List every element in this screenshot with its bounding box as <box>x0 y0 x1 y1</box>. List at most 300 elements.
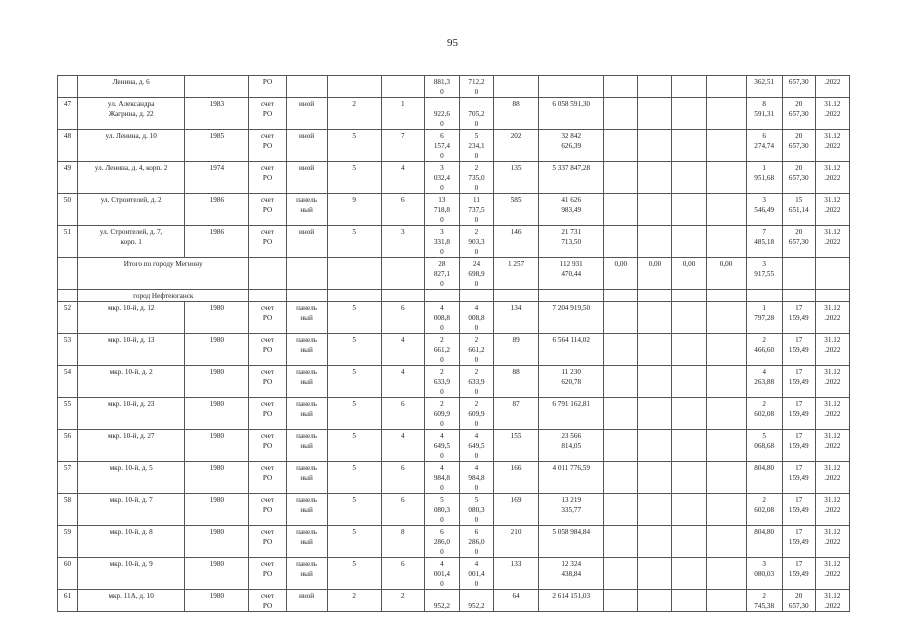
deadline-cell: 31.12 .2022 <box>815 302 849 334</box>
cost-total-cell: 23 566 814,05 <box>539 430 604 462</box>
cost-part-cell <box>706 590 746 612</box>
cost-total-cell: 112 931 470,44 <box>539 258 604 290</box>
cost-part-cell <box>604 130 638 162</box>
cost-per-m2-cell: 3 546,49 <box>746 194 782 226</box>
wall-material-cell: иной <box>286 226 327 258</box>
empty-cell <box>815 290 849 302</box>
limit-cost-cell: 657,30 <box>782 76 815 98</box>
table-row <box>58 226 850 258</box>
cost-total-cell: 6 791 162,81 <box>539 398 604 430</box>
deadline-cell: 31.12 .2022 <box>815 366 849 398</box>
wall-material-cell: иной <box>286 590 327 612</box>
cost-part-cell <box>672 334 706 366</box>
cost-part-cell <box>638 462 672 494</box>
cost-part-cell <box>604 76 638 98</box>
year-cell: 1980 <box>185 398 249 430</box>
cost-part-cell <box>706 366 746 398</box>
cost-part-cell <box>706 130 746 162</box>
fund-cell: счет РО <box>249 162 286 194</box>
cost-part-cell <box>638 162 672 194</box>
cost-per-m2-cell: 3 917,55 <box>746 258 782 290</box>
limit-cost-cell: 20 657,30 <box>782 98 815 130</box>
empty-cell <box>249 290 286 302</box>
entrances-cell: 7 <box>381 130 424 162</box>
table-row <box>58 430 850 462</box>
limit-cost-cell: 15 651,14 <box>782 194 815 226</box>
residents-cell: 64 <box>494 590 539 612</box>
table-row <box>58 302 850 334</box>
row-number-cell: 55 <box>58 398 78 430</box>
cost-part-cell <box>638 98 672 130</box>
empty-cell <box>539 290 604 302</box>
area-living-cell: 5 234,1 0 <box>459 130 493 162</box>
entrances-cell: 6 <box>381 194 424 226</box>
cost-total-cell: 13 219 335,77 <box>539 494 604 526</box>
city-name-cell: город Нефтеюганск <box>78 290 249 302</box>
cost-part-cell <box>706 302 746 334</box>
floors-cell: 5 <box>327 366 381 398</box>
wall-material-cell: панель ный <box>286 558 327 590</box>
deadline-cell: 31.12 .2022 <box>815 194 849 226</box>
cost-part-cell <box>604 558 638 590</box>
cost-total-cell: 6 564 114,02 <box>539 334 604 366</box>
limit-cost-cell: 17 159,49 <box>782 366 815 398</box>
limit-cost-cell: 17 159,49 <box>782 558 815 590</box>
floors-cell: 2 <box>327 590 381 612</box>
cost-part-cell <box>638 494 672 526</box>
cost-part-cell <box>706 558 746 590</box>
cost-total-cell: 7 204 919,50 <box>539 302 604 334</box>
empty-cell <box>327 290 381 302</box>
area-total-cell: 3 331,8 0 <box>424 226 459 258</box>
deadline-cell: 31.12 .2022 <box>815 398 849 430</box>
cost-total-cell: 5 058 984,84 <box>539 526 604 558</box>
floors-cell: 5 <box>327 462 381 494</box>
cost-part-cell <box>638 302 672 334</box>
year-cell: 1980 <box>185 462 249 494</box>
area-total-cell: 4 984,8 0 <box>424 462 459 494</box>
table-row <box>58 590 850 612</box>
cost-part-cell <box>672 366 706 398</box>
cost-part-cell <box>604 194 638 226</box>
table-row <box>58 130 850 162</box>
address-cell: ул. Ленина, д. 10 <box>78 130 185 162</box>
cost-total-cell: 4 011 776,59 <box>539 462 604 494</box>
residents-cell: 146 <box>494 226 539 258</box>
year-cell: 1980 <box>185 526 249 558</box>
cost-part-cell <box>706 462 746 494</box>
deadline-cell: 31.12 .2022 <box>815 334 849 366</box>
address-cell: Ленина, д. 6 <box>78 76 185 98</box>
entrances-cell: 1 <box>381 98 424 130</box>
cost-per-m2-cell: 804,80 <box>746 526 782 558</box>
entrances-cell: 3 <box>381 226 424 258</box>
address-cell: мкр. 10-й, д. 27 <box>78 430 185 462</box>
address-cell: мкр. 10-й, д. 7 <box>78 494 185 526</box>
area-living-cell: 2 609,9 0 <box>459 398 493 430</box>
total-row <box>58 258 850 290</box>
floors-cell: 5 <box>327 130 381 162</box>
fund-cell: счет РО <box>249 398 286 430</box>
floors-cell <box>327 258 381 290</box>
city-header-row <box>58 290 850 302</box>
address-cell: мкр. 10-й, д. 8 <box>78 526 185 558</box>
residents-cell: 155 <box>494 430 539 462</box>
row-number-cell: 59 <box>58 526 78 558</box>
deadline-cell: 31.12 .2022 <box>815 590 849 612</box>
cost-per-m2-cell: 1 797,28 <box>746 302 782 334</box>
empty-cell <box>672 290 706 302</box>
limit-cost-cell: 17 159,49 <box>782 334 815 366</box>
residents-cell: 87 <box>494 398 539 430</box>
table-row <box>58 98 850 130</box>
row-number-cell: 52 <box>58 302 78 334</box>
cost-per-m2-cell: 2 602,08 <box>746 494 782 526</box>
fund-cell: счет РО <box>249 526 286 558</box>
cost-part-cell <box>638 430 672 462</box>
cost-part-cell <box>706 98 746 130</box>
area-living-cell: 11 737,5 0 <box>459 194 493 226</box>
cost-part-cell <box>604 226 638 258</box>
residents-cell: 133 <box>494 558 539 590</box>
cost-part-cell <box>638 558 672 590</box>
cost-part-cell <box>638 366 672 398</box>
cost-part-cell: 0,00 <box>672 258 706 290</box>
limit-cost-cell <box>782 258 815 290</box>
area-total-cell: 13 718,8 0 <box>424 194 459 226</box>
cost-per-m2-cell: 6 274,74 <box>746 130 782 162</box>
cost-per-m2-cell: 8 591,31 <box>746 98 782 130</box>
row-number-cell: 56 <box>58 430 78 462</box>
fund-cell: счет РО <box>249 194 286 226</box>
cost-part-cell <box>706 194 746 226</box>
cost-per-m2-cell: 1 951,68 <box>746 162 782 194</box>
cost-part-cell <box>638 130 672 162</box>
cost-per-m2-cell: 3 080,03 <box>746 558 782 590</box>
cost-part-cell: 0,00 <box>604 258 638 290</box>
row-number-cell: 51 <box>58 226 78 258</box>
year-cell: 1980 <box>185 366 249 398</box>
cost-per-m2-cell: 5 068,68 <box>746 430 782 462</box>
area-living-cell: 5 080,3 0 <box>459 494 493 526</box>
deadline-cell: 31.12 .2022 <box>815 226 849 258</box>
cost-part-cell <box>604 366 638 398</box>
cost-per-m2-cell: 804,80 <box>746 462 782 494</box>
cost-part-cell <box>706 526 746 558</box>
cost-part-cell: 0,00 <box>706 258 746 290</box>
address-cell: мкр. 10-й, д. 5 <box>78 462 185 494</box>
table-row <box>58 76 850 98</box>
table-row <box>58 194 850 226</box>
wall-material-cell: панель ный <box>286 334 327 366</box>
limit-cost-cell: 17 159,49 <box>782 430 815 462</box>
table-row <box>58 334 850 366</box>
cost-total-cell: 6 058 591,30 <box>539 98 604 130</box>
cost-part-cell <box>672 430 706 462</box>
area-total-cell: 4 001,4 0 <box>424 558 459 590</box>
cost-part-cell <box>604 462 638 494</box>
area-total-cell: 881,3 0 <box>424 76 459 98</box>
cost-part-cell <box>638 194 672 226</box>
cost-part-cell <box>672 194 706 226</box>
cost-part-cell <box>604 334 638 366</box>
cost-part-cell <box>638 334 672 366</box>
cost-part-cell <box>604 526 638 558</box>
cost-part-cell <box>604 302 638 334</box>
row-number-cell <box>58 76 78 98</box>
area-total-cell: 28 827,1 0 <box>424 258 459 290</box>
fund-cell: счет РО <box>249 334 286 366</box>
residents-cell: 210 <box>494 526 539 558</box>
area-living-cell: 2 735,0 0 <box>459 162 493 194</box>
row-number-cell: 61 <box>58 590 78 612</box>
cost-part-cell <box>672 558 706 590</box>
deadline-cell: 31.12 .2022 <box>815 462 849 494</box>
year-cell: 1980 <box>185 494 249 526</box>
wall-material-cell: панель ный <box>286 526 327 558</box>
cost-part-cell <box>706 430 746 462</box>
area-living-cell: 705,2 0 <box>459 98 493 130</box>
limit-cost-cell: 20 657,30 <box>782 162 815 194</box>
cost-total-cell: 21 731 713,50 <box>539 226 604 258</box>
cost-part-cell <box>706 398 746 430</box>
entrances-cell: 8 <box>381 526 424 558</box>
residents-cell: 88 <box>494 98 539 130</box>
residents-cell <box>494 76 539 98</box>
area-total-cell: 6 286,0 0 <box>424 526 459 558</box>
year-cell <box>185 76 249 98</box>
year-cell: 1985 <box>185 130 249 162</box>
empty-cell <box>746 290 782 302</box>
residents-cell: 166 <box>494 462 539 494</box>
row-number-cell: 57 <box>58 462 78 494</box>
year-cell: 1974 <box>185 162 249 194</box>
entrances-cell: 6 <box>381 558 424 590</box>
cost-part-cell <box>672 398 706 430</box>
address-cell: мкр. 10-й, д. 9 <box>78 558 185 590</box>
area-total-cell: 2 633,9 0 <box>424 366 459 398</box>
year-cell: 1980 <box>185 302 249 334</box>
register-table <box>57 75 850 612</box>
wall-material-cell <box>286 76 327 98</box>
cost-per-m2-cell: 2 466,60 <box>746 334 782 366</box>
wall-material-cell: иной <box>286 98 327 130</box>
year-cell: 1980 <box>185 334 249 366</box>
cost-part-cell: 0,00 <box>638 258 672 290</box>
cost-total-cell: 41 626 983,49 <box>539 194 604 226</box>
row-number-cell: 49 <box>58 162 78 194</box>
cost-part-cell <box>672 130 706 162</box>
row-number-cell: 54 <box>58 366 78 398</box>
wall-material-cell: панель ный <box>286 302 327 334</box>
entrances-cell: 4 <box>381 334 424 366</box>
floors-cell <box>327 76 381 98</box>
wall-material-cell: иной <box>286 162 327 194</box>
deadline-cell: 31.12 .2022 <box>815 494 849 526</box>
floors-cell: 5 <box>327 226 381 258</box>
cost-part-cell <box>604 430 638 462</box>
area-total-cell: 922,6 0 <box>424 98 459 130</box>
wall-material-cell: иной <box>286 130 327 162</box>
residents-cell: 89 <box>494 334 539 366</box>
area-living-cell: 2 903,3 0 <box>459 226 493 258</box>
deadline-cell <box>815 258 849 290</box>
cost-part-cell <box>604 98 638 130</box>
floors-cell: 5 <box>327 334 381 366</box>
area-living-cell: 712,2 0 <box>459 76 493 98</box>
cost-per-m2-cell: 2 745,38 <box>746 590 782 612</box>
year-cell: 1983 <box>185 98 249 130</box>
wall-material-cell: панель ный <box>286 462 327 494</box>
cost-part-cell <box>706 76 746 98</box>
fund-cell: счет РО <box>249 590 286 612</box>
residents-cell: 1 257 <box>494 258 539 290</box>
address-cell: мкр. 10-й, д. 23 <box>78 398 185 430</box>
cost-part-cell <box>638 590 672 612</box>
wall-material-cell: панель ный <box>286 366 327 398</box>
residents-cell: 169 <box>494 494 539 526</box>
table-row <box>58 558 850 590</box>
row-number-cell: 47 <box>58 98 78 130</box>
area-living-cell: 6 286,0 0 <box>459 526 493 558</box>
entrances-cell: 6 <box>381 302 424 334</box>
cost-part-cell <box>638 76 672 98</box>
fund-cell: счет РО <box>249 430 286 462</box>
table-row <box>58 162 850 194</box>
deadline-cell: .2022 <box>815 76 849 98</box>
address-cell: мкр. 10-й, д. 13 <box>78 334 185 366</box>
residents-cell: 585 <box>494 194 539 226</box>
floors-cell: 9 <box>327 194 381 226</box>
floors-cell: 5 <box>327 398 381 430</box>
fund-cell: счет РО <box>249 494 286 526</box>
row-number-cell: 60 <box>58 558 78 590</box>
area-total-cell: 4 649,5 0 <box>424 430 459 462</box>
limit-cost-cell: 17 159,49 <box>782 462 815 494</box>
limit-cost-cell: 17 159,49 <box>782 494 815 526</box>
table-row <box>58 366 850 398</box>
cost-per-m2-cell: 2 602,08 <box>746 398 782 430</box>
entrances-cell <box>381 76 424 98</box>
row-number-cell <box>58 290 78 302</box>
year-cell: 1980 <box>185 430 249 462</box>
deadline-cell: 31.12 .2022 <box>815 558 849 590</box>
cost-part-cell <box>672 98 706 130</box>
address-cell: ул. Ленина, д. 4, корп. 2 <box>78 162 185 194</box>
floors-cell: 5 <box>327 558 381 590</box>
area-total-cell: 6 157,4 0 <box>424 130 459 162</box>
address-cell: мкр. 10-й, д. 2 <box>78 366 185 398</box>
wall-material-cell: панель ный <box>286 194 327 226</box>
empty-cell <box>638 290 672 302</box>
floors-cell: 2 <box>327 98 381 130</box>
floors-cell: 5 <box>327 526 381 558</box>
cost-total-cell: 11 230 620,78 <box>539 366 604 398</box>
limit-cost-cell: 20 657,30 <box>782 130 815 162</box>
wall-material-cell <box>286 258 327 290</box>
cost-part-cell <box>604 590 638 612</box>
fund-cell: счет РО <box>249 98 286 130</box>
limit-cost-cell: 17 159,49 <box>782 398 815 430</box>
area-total-cell: 2 609,9 0 <box>424 398 459 430</box>
area-living-cell: 952,2 <box>459 590 493 612</box>
row-number-cell: 53 <box>58 334 78 366</box>
deadline-cell: 31.12 .2022 <box>815 162 849 194</box>
deadline-cell: 31.12 .2022 <box>815 430 849 462</box>
empty-cell <box>286 290 327 302</box>
empty-cell <box>604 290 638 302</box>
row-number-cell: 48 <box>58 130 78 162</box>
cost-part-cell <box>672 226 706 258</box>
wall-material-cell: панель ный <box>286 398 327 430</box>
cost-part-cell <box>706 494 746 526</box>
cost-part-cell <box>638 526 672 558</box>
limit-cost-cell: 20 657,30 <box>782 590 815 612</box>
floors-cell: 5 <box>327 162 381 194</box>
cost-total-cell: 5 337 847,28 <box>539 162 604 194</box>
cost-part-cell <box>672 526 706 558</box>
address-cell: мкр. 11А, д. 10 <box>78 590 185 612</box>
empty-cell <box>706 290 746 302</box>
residents-cell: 134 <box>494 302 539 334</box>
address-cell: мкр. 10-й, д. 12 <box>78 302 185 334</box>
floors-cell: 5 <box>327 302 381 334</box>
address-cell: ул. Строителей, д. 7, корп. 1 <box>78 226 185 258</box>
area-living-cell: 4 001,4 0 <box>459 558 493 590</box>
cost-part-cell <box>672 76 706 98</box>
limit-cost-cell: 17 159,49 <box>782 526 815 558</box>
residents-cell: 202 <box>494 130 539 162</box>
row-number-cell: 50 <box>58 194 78 226</box>
empty-cell <box>381 290 424 302</box>
fund-cell: счет РО <box>249 302 286 334</box>
limit-cost-cell: 20 657,30 <box>782 226 815 258</box>
area-total-cell: 5 080,3 0 <box>424 494 459 526</box>
address-cell: ул. Александра Жагрина, д. 22 <box>78 98 185 130</box>
area-living-cell: 2 661,2 0 <box>459 334 493 366</box>
area-living-cell: 24 698,9 0 <box>459 258 493 290</box>
cost-part-cell <box>706 162 746 194</box>
fund-cell: счет РО <box>249 366 286 398</box>
wall-material-cell: панель ный <box>286 494 327 526</box>
entrances-cell: 4 <box>381 366 424 398</box>
fund-cell: счет РО <box>249 226 286 258</box>
cost-total-cell <box>539 76 604 98</box>
cost-part-cell <box>706 226 746 258</box>
entrances-cell: 6 <box>381 494 424 526</box>
year-cell: 1980 <box>185 558 249 590</box>
wall-material-cell: панель ный <box>286 430 327 462</box>
address-cell: ул. Строителей, д. 2 <box>78 194 185 226</box>
table-row <box>58 494 850 526</box>
deadline-cell: 31.12 .2022 <box>815 526 849 558</box>
limit-cost-cell: 17 159,49 <box>782 302 815 334</box>
fund-cell: счет РО <box>249 130 286 162</box>
area-total-cell: 4 008,8 0 <box>424 302 459 334</box>
area-living-cell: 4 649,5 0 <box>459 430 493 462</box>
empty-cell <box>494 290 539 302</box>
cost-per-m2-cell: 362,51 <box>746 76 782 98</box>
area-living-cell: 4 008,8 0 <box>459 302 493 334</box>
cost-part-cell <box>638 398 672 430</box>
cost-part-cell <box>638 226 672 258</box>
cost-per-m2-cell: 4 263,88 <box>746 366 782 398</box>
row-number-cell: 58 <box>58 494 78 526</box>
area-total-cell: 3 032,4 0 <box>424 162 459 194</box>
total-label-cell: Итого по городу Мегиону <box>78 258 249 290</box>
entrances-cell: 4 <box>381 162 424 194</box>
area-living-cell: 2 633,9 0 <box>459 366 493 398</box>
